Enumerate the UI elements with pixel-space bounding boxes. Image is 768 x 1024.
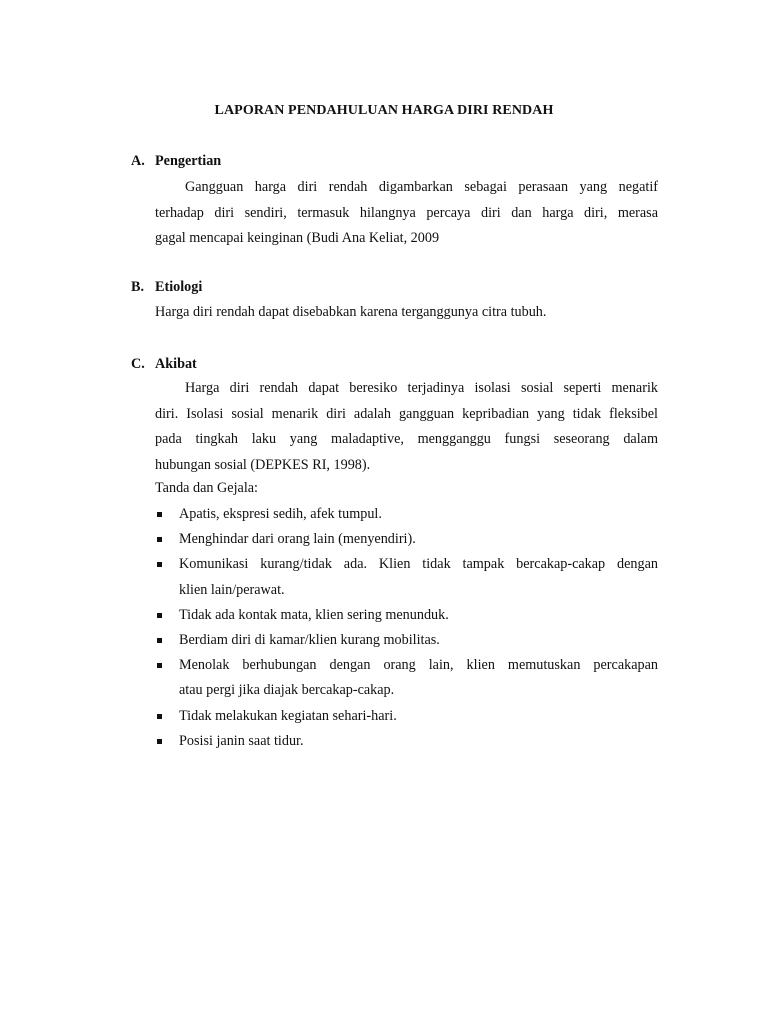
list-item-text: Menghindar dari orang lain (menyendiri). [179,531,416,548]
list-item-text: Komunikasi kurang/tidak ada. Klien tidak tampak bercakap-cakap dengan [179,556,658,573]
section-c-letter: C. [131,356,145,372]
paragraph-line: pada tingkah laku yang maladaptive, mengganggu fungsi seseorang dalam [155,431,658,447]
list-item-text: Tidak ada kontak mata, klien sering menunduk. [179,606,449,623]
list-item-text: klien lain/perawat. [179,581,285,598]
list-item [155,603,658,628]
list-item [155,527,658,552]
list-item-text: Posisi janin saat tidur. [179,732,304,749]
bullet-square-icon [157,537,162,542]
section-a-heading [131,153,221,170]
section-a-paragraph [155,175,658,252]
document-title: LAPORAN PENDAHULUAN HARGA DIRI RENDAH [214,103,554,118]
section-b-text: Harga diri rendah dapat disebabkan karena terganggunya citra tubuh. [155,304,547,320]
paragraph-line: terhadap diri sendiri, termasuk hilangnya percaya diri dan harga diri, merasa [155,204,658,221]
list-item-text: Berdiam diri di kamar/klien kurang mobilitas. [179,632,440,649]
paragraph-line: diri. Isolasi sosial menarik diri adalah gangguan kepribadian yang tidak fleksibel [155,405,658,422]
list-item [155,653,658,703]
list-item [155,628,658,653]
list-item [155,552,658,602]
list-item-text: Tidak melakukan kegiatan sehari-hari. [179,707,397,724]
section-b-title: Etiologi [155,279,203,295]
list-item [155,729,658,754]
paragraph-line: hubungan sosial (DEPKES RI, 1998). [155,456,371,473]
list-item [155,502,658,527]
section-b-heading [131,279,202,296]
section-a-title: Pengertian [155,153,222,169]
section-c-title: Akibat [155,356,197,372]
paragraph-line: Gangguan harga diri rendah digambarkan sebagai perasaan yang negatif [185,179,658,195]
bullet-square-icon [157,663,162,668]
signs-subheading: Tanda dan Gejala: [155,480,258,496]
list-item [155,704,658,729]
bullet-square-icon [157,562,162,567]
bullet-square-icon [157,512,162,517]
list-item-text: Apatis, ekspresi sedih, afek tumpul. [179,506,382,522]
bullet-square-icon [157,714,162,719]
signs-list [155,502,658,754]
bullet-square-icon [157,638,162,643]
paragraph-line: gagal mencapai keinginan (Budi Ana Keliat, 2009 [155,230,440,246]
paragraph-line: Harga diri rendah dapat beresiko terjadinya isolasi sosial seperti menarik [185,380,658,396]
section-c-heading [131,356,197,373]
bullet-square-icon [157,739,162,744]
section-c-paragraph [155,376,658,478]
list-item-text: atau pergi jika diajak bercakap-cakap. [179,682,395,699]
list-item-text: Menolak berhubungan dengan orang lain, klien memutuskan percakapan [179,657,658,674]
section-b-letter: B. [131,279,145,295]
bullet-square-icon [157,613,162,618]
section-a-letter: A. [131,153,145,169]
